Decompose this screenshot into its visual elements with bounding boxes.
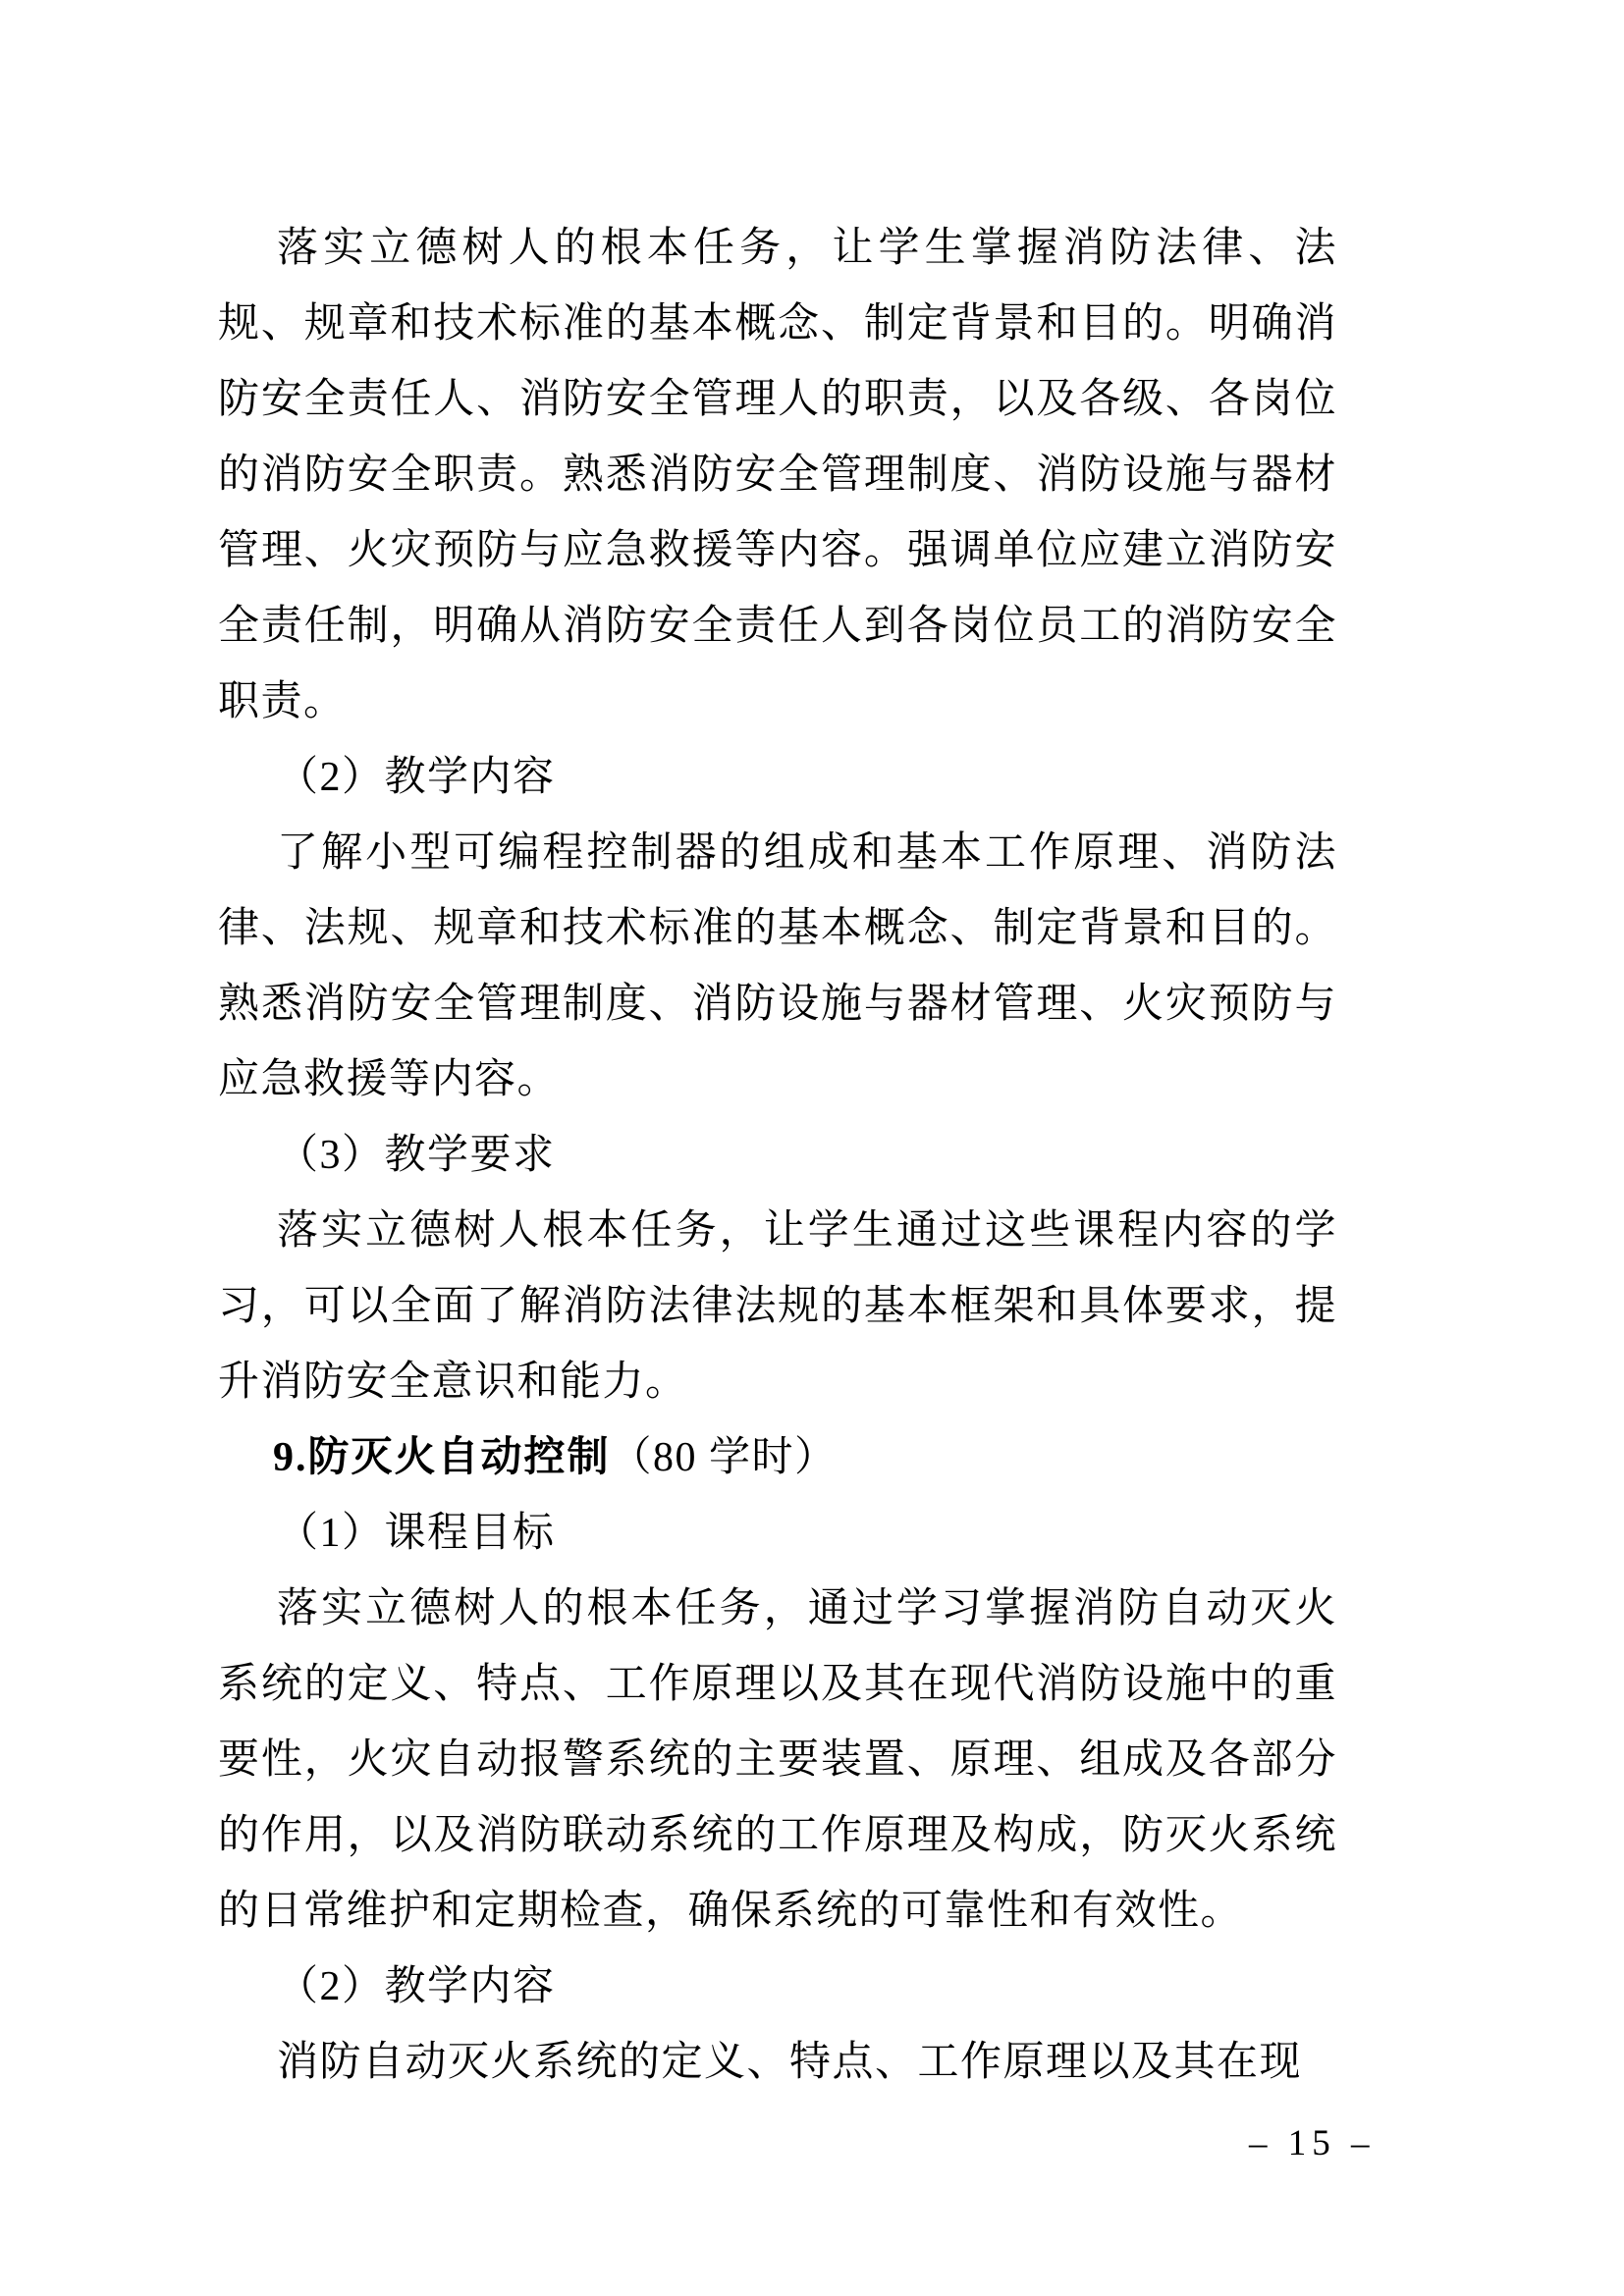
paragraph-teaching-content-8: 了解小型可编程控制器的组成和基本工作原理、消防法律、法规、规章和技术标准的基本概念、制定背景和目的。熟悉消防安全管理制度、消防设施与器材管理、火灾预防与应急救援等内容。 [218,830,1337,1102]
paragraph-teaching-content-9: 消防自动灭火系统的定义、特点、工作原理以及其在现 [277,2040,1303,2085]
subheading-teaching-content-9: （2）教学内容 [277,1964,556,2009]
course-heading-9 [218,1420,1337,1496]
subheading-course-objective-9: （1）课程目标 [277,1511,556,1556]
subheading-teaching-content-8: （2）教学内容 [277,755,556,800]
paragraph-teaching-requirements-8: 落实立德树人根本任务，让学生通过这些课程内容的学习，可以全面了解消防法律法规的基本框架和具体要求，提升消防安全意识和能力。 [218,1208,1337,1405]
paragraph-course-goal-8: 落实立德树人的根本任务，让学生掌握消防法律、法规、规章和技术标准的基本概念、制定背景和目的。明确消防安全责任人、消防安全管理人的职责，以及各级、各岗位的消防安全职责。熟悉消防安全管理制度、消防设施与器材管理、火灾预防与应急救援等内容。强调单位应建立消防安全责任制，明确从消防安全责任人到各岗位员工的消防安全职责。 [218,226,1337,724]
document-body [218,211,1337,2101]
course-heading-title: 9.防灭火自动控制 [273,1435,611,1480]
paragraph-course-objective-9: 落实立德树人的根本任务，通过学习掌握消防自动灭火系统的定义、特点、工作原理以及其在现代消防设施中的重要性，火灾自动报警系统的主要装置、原理、组成及各部分的作用，以及消防联动系统的工作原理及构成，防灭火系统的日常维护和定期检查，确保系统的可靠性和有效性。 [218,1586,1337,1934]
course-heading-hours: （80 学时） [610,1435,838,1480]
subheading-teaching-requirements-8: （3）教学要求 [277,1133,556,1178]
page-number: – 15 – [1249,2123,1376,2163]
